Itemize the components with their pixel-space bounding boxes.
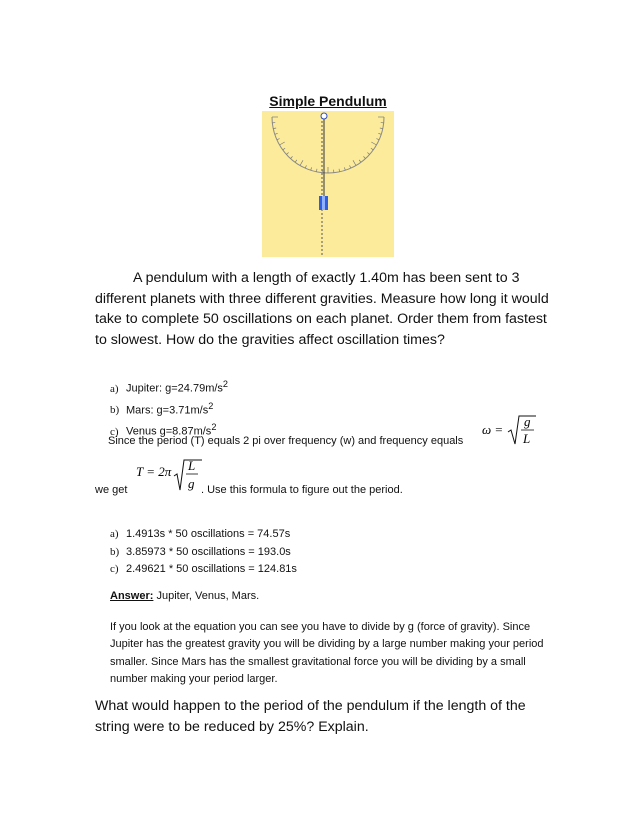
protractor-tick xyxy=(280,142,285,145)
list-item xyxy=(110,544,297,562)
page-title: Simple Pendulum xyxy=(269,93,387,109)
list-label: a) xyxy=(110,382,119,395)
period-lhs: T = 2π xyxy=(136,464,172,479)
protractor-tick xyxy=(371,148,373,150)
omega-lhs: ω = xyxy=(482,422,504,437)
pendulum-svg xyxy=(262,111,394,257)
protractor-tick xyxy=(283,148,285,150)
list-label: c) xyxy=(110,425,119,438)
superscript: 2 xyxy=(222,379,229,389)
we-get-text: we get xyxy=(95,484,128,496)
superscript: 2 xyxy=(211,422,217,433)
question-paragraph: What would happen to the period of the pendulum if the length of the string were to be reduced by 25%? Explain. xyxy=(95,698,526,735)
protractor-tick xyxy=(344,167,345,170)
protractor-ticks xyxy=(272,117,384,173)
period-formula xyxy=(132,452,204,496)
intro-text: A pendulum with a length of exactly 1.40m has been sent to 3 different planets with three different gravities. Measure how long it would take to complete 50 oscillations on each planet. Order them from fastest to slowest. How do the gravities affect oscillation times? xyxy=(95,270,549,348)
protractor-tick xyxy=(353,160,356,165)
answer-text: Jupiter, Venus, Mars. xyxy=(153,590,260,602)
protractor-tick xyxy=(376,139,379,140)
list-item xyxy=(110,398,228,420)
calculation-list xyxy=(110,526,297,579)
list-item xyxy=(110,561,297,579)
protractor-tick xyxy=(359,160,361,162)
list-text: Venus g=8.87m/s xyxy=(126,425,212,438)
protractor-tick xyxy=(378,133,381,134)
list-label: b) xyxy=(110,545,120,558)
list-item xyxy=(110,376,228,398)
list-text: 3.85973 * 50 oscillations = 193.0s xyxy=(126,545,291,558)
list-text: 2.49621 * 50 oscillations = 124.81s xyxy=(126,563,297,575)
protractor-tick xyxy=(367,152,369,154)
answer-label: Answer: xyxy=(110,590,154,602)
list-text: Jupiter: g=24.79m/s xyxy=(126,382,223,395)
since-text: Since the period (T) equals 2 pi over frequency (w) and frequency equals xyxy=(108,435,464,447)
pivot[interactable] xyxy=(321,113,327,119)
period-num: L xyxy=(188,458,196,473)
list-label: b) xyxy=(110,404,120,417)
protractor-tick xyxy=(311,167,312,170)
bob-highlight xyxy=(322,196,325,210)
protractor-arc xyxy=(272,117,384,173)
protractor-tick xyxy=(277,139,280,140)
omega-den: L xyxy=(523,431,531,446)
protractor-tick xyxy=(275,133,278,134)
protractor-tick xyxy=(339,169,340,172)
protractor-tick xyxy=(350,165,351,168)
list-item xyxy=(110,526,297,544)
period-den: g xyxy=(188,476,195,491)
omega-formula xyxy=(478,410,538,450)
pendulum-illustration xyxy=(262,111,394,257)
protractor-tick xyxy=(305,165,306,168)
list-label: c) xyxy=(110,563,119,575)
omega-num: g xyxy=(524,414,531,429)
superscript: 2 xyxy=(208,400,214,411)
list-text: Mars: g=3.71m/s xyxy=(126,404,209,417)
list-text: 1.4913s * 50 oscillations = 74.57s xyxy=(126,528,291,540)
protractor-tick xyxy=(380,128,383,129)
protractor-tick xyxy=(295,160,297,162)
protractor-tick xyxy=(363,156,365,158)
protractor-tick xyxy=(371,142,376,145)
protractor-tick xyxy=(273,128,276,129)
protractor-tick xyxy=(316,169,317,172)
list-label: a) xyxy=(110,528,119,540)
explanation-paragraph: If you look at the equation you can see you have to divide by g (force of gravity). Since Jupiter has the greatest gravity you will be dividing by a large number making your period smaller. Since Mars has the smallest gravitational force you will be dividing by a small number making your period larger. xyxy=(110,621,544,685)
formula-instruction: . Use this formula to figure out the period. xyxy=(201,484,403,496)
protractor-tick xyxy=(286,152,288,154)
protractor-tick xyxy=(291,156,293,158)
intro-paragraph xyxy=(95,268,555,350)
answer-line xyxy=(110,590,259,602)
planet-list xyxy=(110,376,228,441)
protractor-tick xyxy=(300,160,303,165)
